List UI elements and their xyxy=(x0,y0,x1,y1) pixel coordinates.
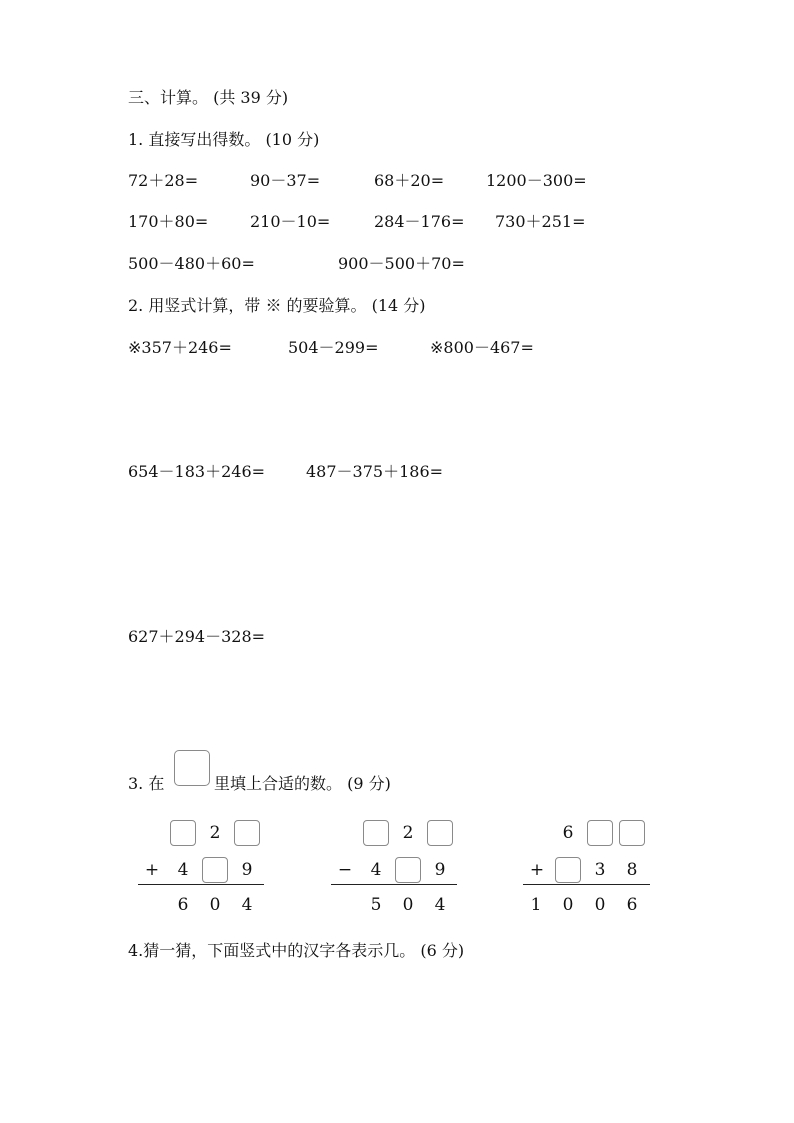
digit: 6 xyxy=(562,823,574,843)
q1-item: 500－480＋60= xyxy=(128,254,255,273)
q1-item: 90－37= xyxy=(250,171,321,190)
q3-title-suffix: 里填上合适的数。 (9 分) xyxy=(214,774,391,793)
digit: 2 xyxy=(209,823,221,843)
plus-sign: + xyxy=(529,860,545,880)
q2-item: ※357＋246= xyxy=(128,338,232,357)
difference-line xyxy=(331,884,457,885)
q2-item: 487－375＋186= xyxy=(306,462,444,481)
q1-item: 730＋251= xyxy=(495,212,586,231)
answer-box[interactable] xyxy=(363,820,389,846)
plus-sign: + xyxy=(144,860,160,880)
digit: 6 xyxy=(177,895,189,915)
q1-item: 1200－300= xyxy=(486,171,587,190)
q3-title-prefix: 3. 在 xyxy=(128,774,165,793)
q2-item: 504－299= xyxy=(288,338,379,357)
digit: 0 xyxy=(594,895,606,915)
digit: 3 xyxy=(594,860,606,880)
q1-item: 210－10= xyxy=(250,212,331,231)
q2-item: 627＋294－328= xyxy=(128,627,266,646)
q1-item: 68＋20= xyxy=(374,171,445,190)
q1-item: 284－176= xyxy=(374,212,465,231)
q2-item: ※800－467= xyxy=(430,338,534,357)
section-title: 三、计算。 (共 39 分) xyxy=(128,88,289,107)
digit: 4 xyxy=(434,895,446,915)
q1-title: 1. 直接写出得数。 (10 分) xyxy=(128,130,320,149)
digit: 9 xyxy=(434,860,446,880)
answer-box[interactable] xyxy=(395,857,421,883)
q2-title: 2. 用竖式计算，带 ※ 的要验算。 (14 分) xyxy=(128,296,426,315)
digit: 0 xyxy=(562,895,574,915)
digit: 4 xyxy=(370,860,382,880)
answer-box[interactable] xyxy=(170,820,196,846)
answer-box-example xyxy=(174,750,210,786)
digit: 0 xyxy=(402,895,414,915)
answer-box[interactable] xyxy=(555,857,581,883)
answer-box[interactable] xyxy=(234,820,260,846)
answer-box[interactable] xyxy=(619,820,645,846)
digit: 2 xyxy=(402,823,414,843)
answer-box[interactable] xyxy=(202,857,228,883)
minus-sign: − xyxy=(337,860,353,880)
answer-box[interactable] xyxy=(587,820,613,846)
digit: 6 xyxy=(626,895,638,915)
sum-line xyxy=(138,884,264,885)
digit: 5 xyxy=(370,895,382,915)
digit: 4 xyxy=(241,895,253,915)
sum-line xyxy=(523,884,650,885)
q2-item: 654－183＋246= xyxy=(128,462,266,481)
answer-box[interactable] xyxy=(427,820,453,846)
digit: 1 xyxy=(530,895,542,915)
digit: 4 xyxy=(177,860,189,880)
digit: 0 xyxy=(209,895,221,915)
digit: 8 xyxy=(626,860,638,880)
q1-item: 170＋80= xyxy=(128,212,209,231)
q1-item: 72＋28= xyxy=(128,171,199,190)
q1-item: 900－500＋70= xyxy=(338,254,465,273)
digit: 9 xyxy=(241,860,253,880)
q4-title: 4.猜一猜，下面竖式中的汉字各表示几。 (6 分) xyxy=(128,941,465,960)
